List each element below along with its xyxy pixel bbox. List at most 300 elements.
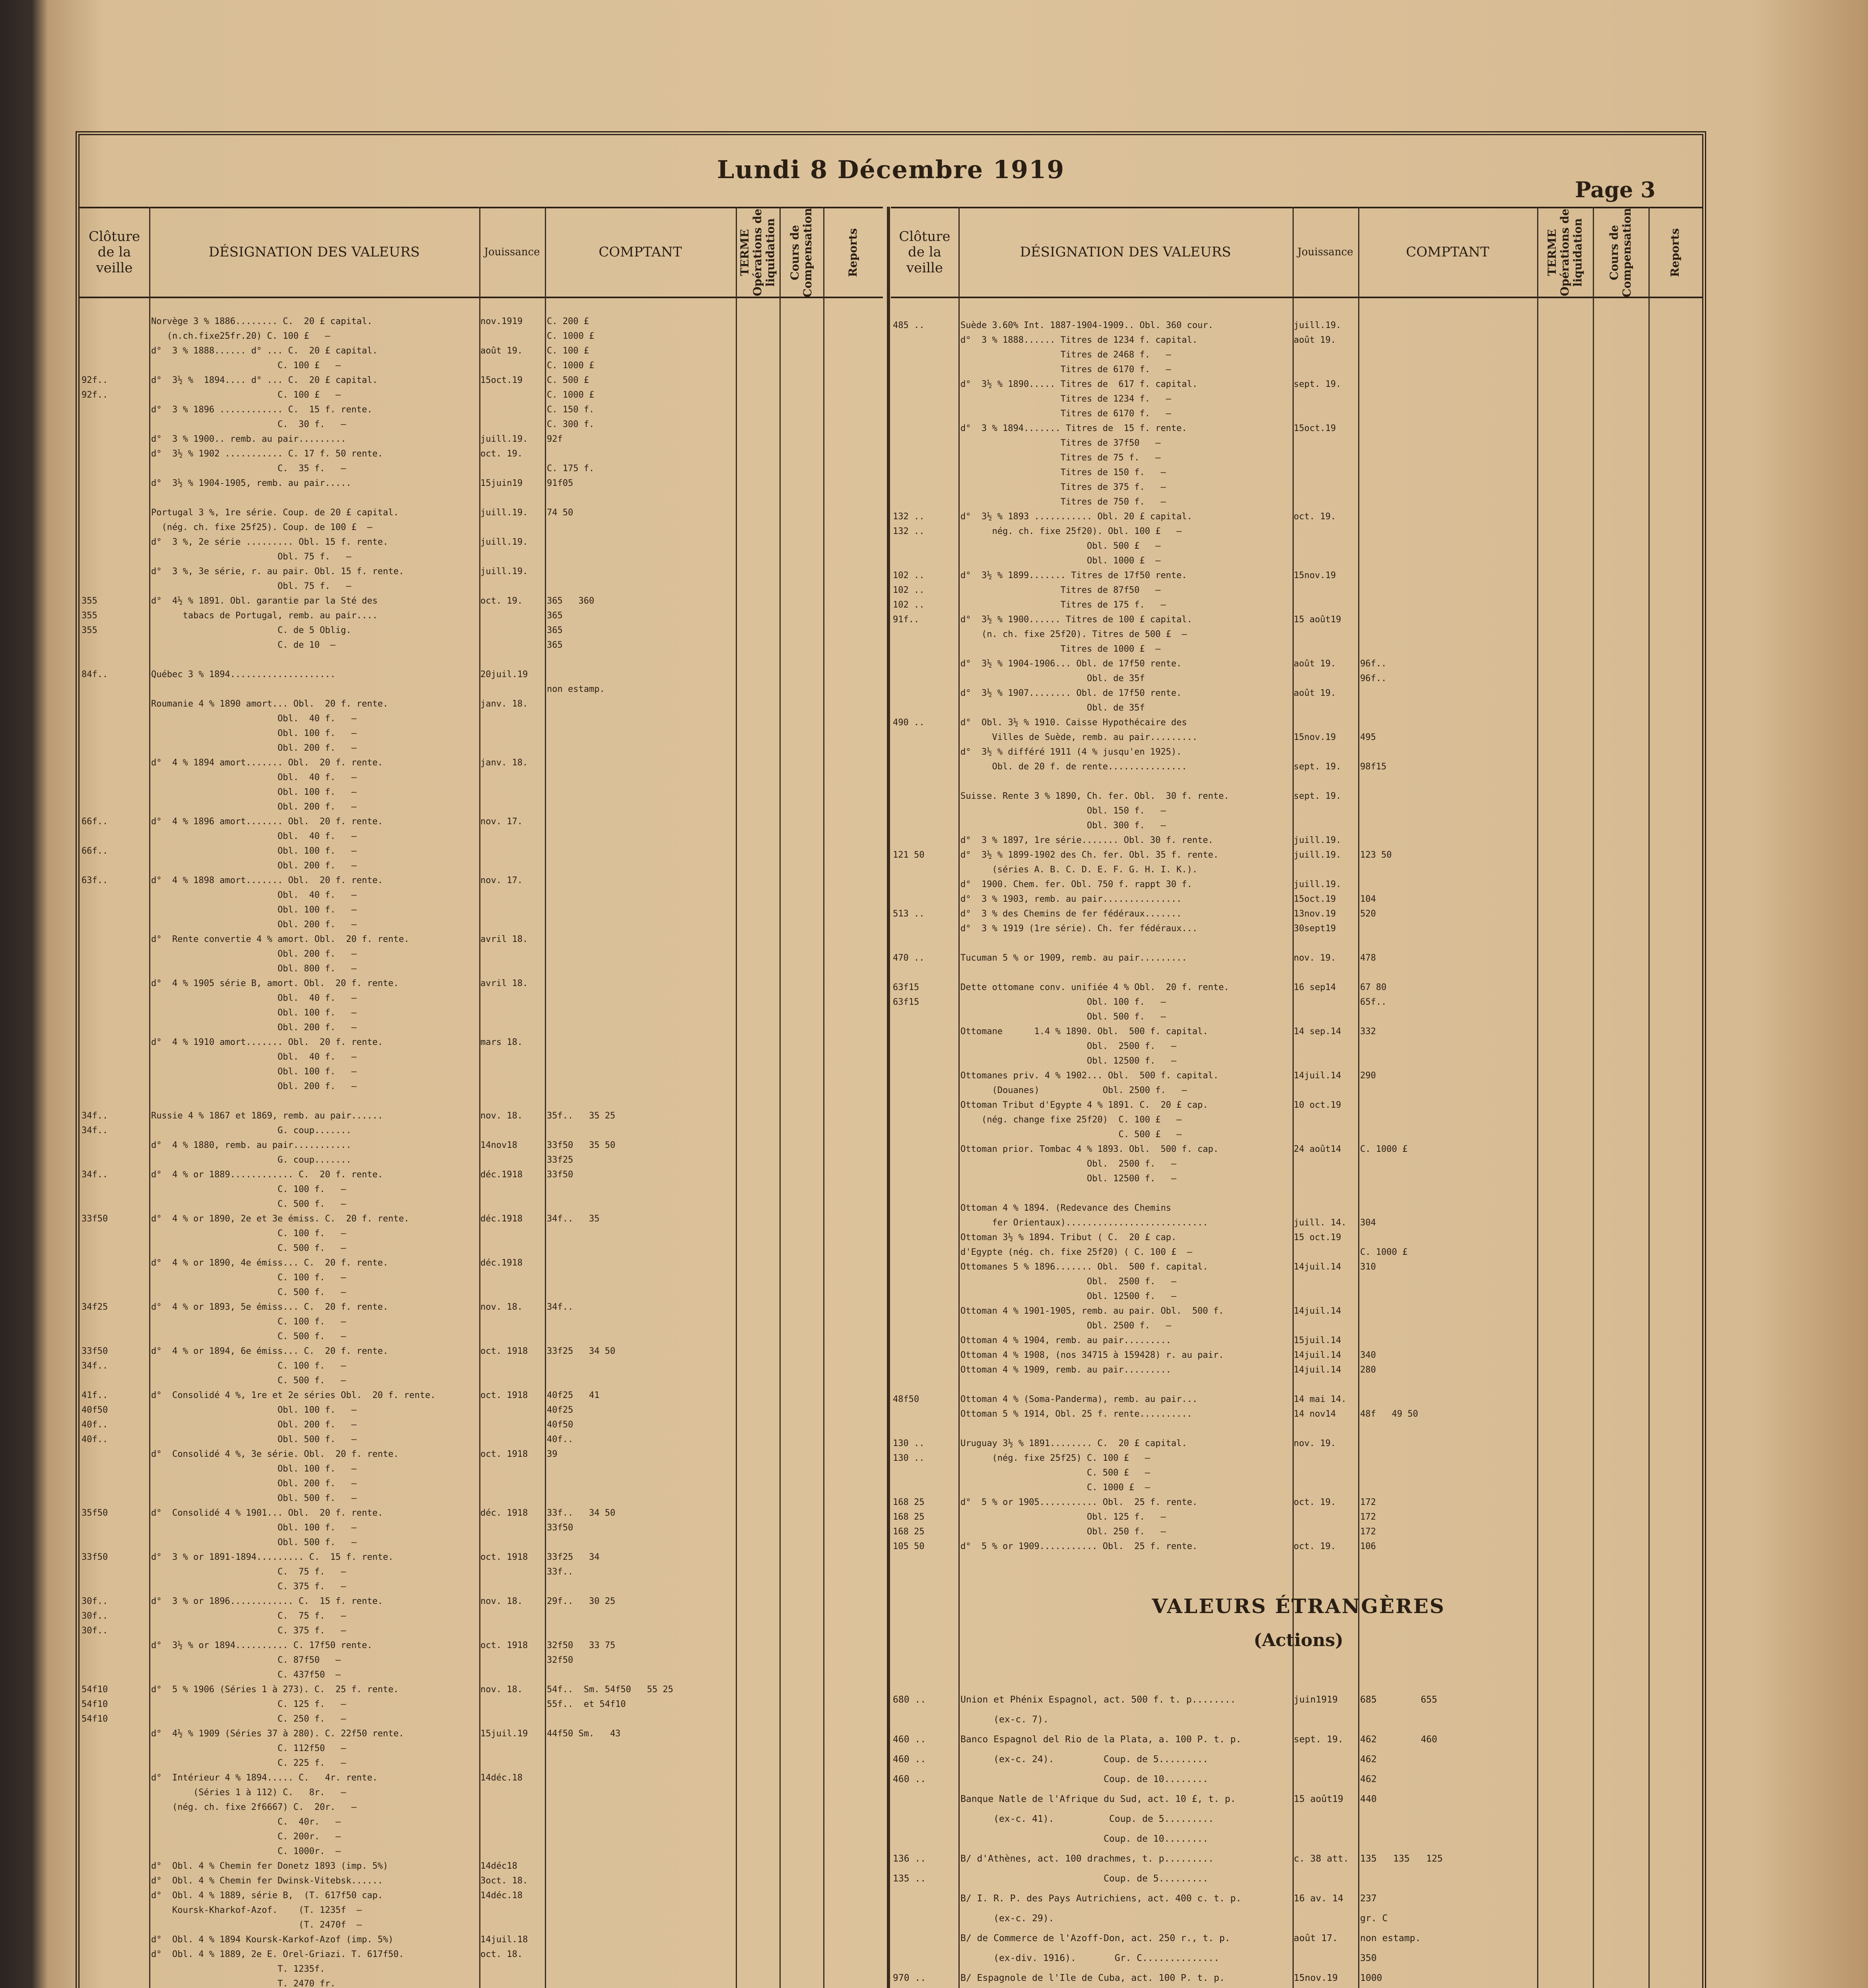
- designation-cell: d° 3 % 1897, 1re série....... Obl. 30 f. rente.: [960, 835, 1213, 845]
- comptant-cell: gr. C: [1360, 1913, 1388, 1924]
- comptant-cell: 33f25: [547, 1155, 573, 1165]
- designation-cell: B/ de Commerce de l'Azoff-Don, act. 250 r., t. p.: [960, 1933, 1230, 1943]
- jouissance-cell: oct. 19.: [1294, 1541, 1336, 1551]
- jouissance-cell: août 17.: [1294, 1933, 1338, 1943]
- designation-cell: d° Obl. 3½ % 1910. Caisse Hypothécaire des: [960, 718, 1187, 728]
- jouissance-cell: nov. 19.: [1294, 953, 1336, 963]
- cloture-cell: 41f..: [82, 1390, 108, 1400]
- cloture-cell: 132 ..: [893, 526, 925, 536]
- designation-cell: d° 4 % or 1894, 6e émiss... C. 20 f. rente.: [151, 1346, 389, 1356]
- cloture-cell: 105 50: [893, 1541, 925, 1551]
- comptant-cell: C. 1000 £: [1360, 1144, 1408, 1154]
- designation-cell: d° 3½ % différé 1911 (4 % jusqu'en 1925).: [960, 747, 1182, 757]
- cloture-cell: 30f..: [82, 1626, 108, 1636]
- jouissance-cell: 15juin19: [480, 478, 523, 488]
- column-rule: [149, 207, 150, 1988]
- jouissance-cell: déc. 1918: [480, 1508, 528, 1518]
- comptant-cell: 67 80: [1360, 982, 1387, 992]
- jouissance-cell: nov. 17.: [480, 876, 523, 885]
- designation-cell: Portugal 3 %, 1re série. Coup. de 20 £ capital.: [151, 508, 399, 518]
- cloture-cell: 91f..: [893, 615, 919, 625]
- comptant-cell: 365 360: [547, 596, 595, 606]
- comptant-cell: 44f50 Sm. 43: [547, 1729, 621, 1739]
- jouissance-cell: 14déc.18: [480, 1773, 523, 1783]
- comptant-cell: 39: [547, 1449, 558, 1459]
- header-reports-right-text: Reports: [1668, 228, 1682, 277]
- jouissance-cell: nov. 18.: [480, 1302, 523, 1312]
- comptant-cell: C. 1000 £: [547, 361, 595, 371]
- jouissance-cell: 15nov.19: [1294, 1973, 1338, 1983]
- comptant-cell: 462: [1360, 1774, 1377, 1784]
- jouissance-cell: 10 oct.19: [1294, 1100, 1341, 1110]
- jouissance-cell: oct. 1918: [480, 1552, 528, 1562]
- cloture-cell: 355: [82, 596, 97, 606]
- designation-cell: d° Consolidé 4 %, 1re et 2e séries Obl. 20 f. rente.: [151, 1390, 436, 1400]
- cloture-cell: 34f25: [82, 1302, 108, 1312]
- designation-cell: Union et Phénix Espagnol, act. 500 f. t. p........: [960, 1695, 1236, 1705]
- designation-cell: C. 100 f. —: [151, 1317, 346, 1327]
- designation-cell: C. 35 f. —: [151, 464, 346, 474]
- designation-cell: Ottoman prior. Tombac 4 % 1893. Obl. 500 f. cap.: [960, 1144, 1219, 1154]
- comptant-cell: 365: [547, 611, 563, 621]
- comptant-cell: C. 1000 £: [547, 390, 595, 400]
- header-compensation-right: [1593, 207, 1648, 298]
- designation-cell: C. 375 f. —: [151, 1582, 346, 1592]
- designation-cell: Obl. 100 f. —: [151, 1405, 357, 1415]
- jouissance-cell: 20juil.19: [480, 670, 528, 679]
- comptant-cell: 33f.. 34 50: [547, 1508, 616, 1518]
- column-rule: [479, 207, 480, 1988]
- comptant-cell: 365: [547, 640, 563, 650]
- designation-cell: (nég. ch. fixe 25f25). Coup. de 100 £ —: [151, 522, 373, 532]
- cloture-cell: 136 ..: [893, 1854, 926, 1864]
- jouissance-cell: 15oct.19: [480, 375, 523, 385]
- jouissance-cell: 15nov.19: [1294, 571, 1336, 580]
- cloture-cell: 66f..: [82, 817, 108, 827]
- jouissance-cell: 14nov18: [480, 1140, 517, 1150]
- designation-cell: d° 4 % 1898 amort....... Obl. 20 f. rente.: [151, 876, 383, 885]
- designation-cell: d° 3 % or 1896............ C. 15 f. rente.: [151, 1596, 383, 1606]
- comptant-cell: 172: [1360, 1497, 1376, 1507]
- designation-cell: C. 75 f. —: [151, 1611, 346, 1621]
- cloture-cell: 485 ..: [893, 320, 925, 330]
- designation-cell: (Douanes) Obl. 2500 f. —: [960, 1085, 1187, 1095]
- designation-cell: Obl. 12500 f. —: [960, 1056, 1177, 1066]
- designation-cell: d° 3 % 1919 (1re série). Ch. fer fédéraux...: [960, 924, 1198, 934]
- designation-cell: C. 75 f. —: [151, 1567, 346, 1577]
- cloture-cell: 460 ..: [893, 1754, 926, 1765]
- comptant-cell: 65f..: [1360, 997, 1387, 1007]
- cloture-cell: 355: [82, 625, 97, 635]
- designation-cell: Roumanie 4 % 1890 amort... Obl. 20 f. rente.: [151, 699, 389, 709]
- header-compensation-left-text: Cours de Compensation: [788, 208, 814, 297]
- comptant-cell: 280: [1360, 1365, 1376, 1375]
- jouissance-cell: août 19.: [480, 346, 523, 356]
- jouissance-cell: nov. 18.: [480, 1111, 523, 1121]
- designation-cell: Obl. 300 f. —: [960, 821, 1166, 831]
- designation-cell: Banco Espagnol del Rio de la Plata, a. 100 P. t. p.: [960, 1734, 1242, 1745]
- designation-cell: Obl. 200 f. —: [151, 1420, 357, 1430]
- comptant-cell: 40f50: [547, 1420, 573, 1430]
- comptant-cell: 310: [1360, 1262, 1376, 1272]
- designation-cell: Obl. 100 f. —: [151, 1008, 357, 1018]
- cloture-cell: 460 ..: [893, 1734, 926, 1745]
- designation-cell: Obl. 100 f. —: [960, 997, 1166, 1007]
- comptant-cell: 462: [1360, 1754, 1377, 1765]
- designation-cell: d° 3½ % 1902 ........... C. 17 f. 50 rente.: [151, 449, 383, 459]
- page-date: Lundi 8 Décembre 1919: [717, 155, 1065, 184]
- jouissance-cell: 3oct. 18.: [480, 1876, 528, 1886]
- designation-cell: C. 225 f. —: [151, 1758, 346, 1768]
- designation-cell: d° Obl. 4 % 1889, série B, (T. 617f50 cap.: [151, 1891, 383, 1901]
- jouissance-cell: sept. 19.: [1294, 791, 1341, 801]
- designation-cell: d° 3 % 1888...... Titres de 1234 f. capital.: [960, 335, 1198, 345]
- designation-cell: Titres de 2468 f. —: [960, 350, 1171, 360]
- header-comptant-right: COMPTANT: [1358, 207, 1537, 298]
- jouissance-cell: nov. 18.: [480, 1596, 523, 1606]
- header-cloture-left: Clôture de la veille: [80, 207, 149, 298]
- comptant-cell: 32f50: [547, 1655, 573, 1665]
- cloture-cell: 35f50: [82, 1508, 108, 1518]
- designation-cell: d° 3 % 1903, remb. au pair...............: [960, 894, 1182, 904]
- designation-cell: (ex-c. 7).: [960, 1714, 1049, 1725]
- page-number: Page 3: [1575, 177, 1656, 202]
- designation-cell: G. coup.......: [151, 1126, 352, 1136]
- designation-cell: (séries A. B. C. D. E. F. G. H. I. K.).: [960, 865, 1198, 875]
- jouissance-cell: août 19.: [1294, 688, 1336, 698]
- designation-cell: d° 3 % or 1891-1894......... C. 15 f. rente.: [151, 1552, 394, 1562]
- comptant-cell: 237: [1360, 1893, 1377, 1904]
- designation-cell: d° 4 % or 1889............ C. 20 f. rente.: [151, 1170, 383, 1180]
- header-terme-right: [1537, 207, 1593, 298]
- comptant-cell: 104: [1360, 894, 1376, 904]
- comptant-cell: 350: [1360, 1953, 1377, 1963]
- designation-cell: Banque Natle de l'Afrique du Sud, act. 10 £, t. p.: [960, 1794, 1236, 1804]
- designation-cell: G. coup.......: [151, 1155, 352, 1165]
- jouissance-cell: oct. 1918: [480, 1640, 528, 1650]
- designation-cell: Obl. 200 f. —: [151, 802, 357, 812]
- designation-cell: B/ d'Athènes, act. 100 drachmes, t. p.........: [960, 1854, 1214, 1864]
- jouissance-cell: 15juil.19: [480, 1729, 528, 1739]
- cloture-cell: 40f..: [82, 1435, 108, 1444]
- designation-cell: Obl. 1000 £ —: [960, 556, 1161, 566]
- jouissance-cell: avril 18.: [480, 934, 528, 944]
- comptant-cell: 172: [1360, 1512, 1376, 1522]
- designation-cell: Obl. 100 f. —: [151, 905, 357, 915]
- comptant-cell: 33f25 34: [547, 1552, 600, 1562]
- jouissance-cell: juill.19.: [480, 508, 528, 518]
- designation-cell: Obl. 100 f. —: [151, 846, 357, 856]
- column-rule: [1648, 207, 1650, 1988]
- designation-cell: (ex-c. 24). Coup. de 5.........: [960, 1754, 1209, 1765]
- comptant-cell: 495: [1360, 732, 1376, 742]
- comptant-cell: 520: [1360, 909, 1376, 919]
- designation-cell: d° 3½ % 1900...... Titres de 100 £ capital.: [960, 615, 1192, 625]
- designation-cell: d° 3½ % 1907........ Obl. de 17f50 rente.: [960, 688, 1182, 698]
- jouissance-cell: déc.1918: [480, 1214, 523, 1224]
- header-cloture-right: Clôture de la veille: [891, 207, 958, 298]
- designation-cell: C. 500 £ —: [960, 1130, 1182, 1140]
- designation-cell: C. 87f50 —: [151, 1655, 341, 1665]
- designation-cell: C. 500 f. —: [151, 1376, 346, 1386]
- designation-cell: C. 100 £ —: [151, 390, 341, 400]
- header-jouissance-right: Jouissance: [1293, 207, 1358, 298]
- comptant-cell: 1000: [1360, 1973, 1382, 1983]
- designation-cell: Ottomane 1.4 % 1890. Obl. 500 f. capital.: [960, 1027, 1208, 1037]
- jouissance-cell: 14juil.14: [1294, 1306, 1341, 1316]
- cloture-cell: 54f10: [82, 1714, 108, 1724]
- cloture-cell: 513 ..: [893, 909, 925, 919]
- comptant-cell: 55f.. et 54f10: [547, 1699, 626, 1709]
- comptant-cell: 96f..: [1360, 659, 1387, 669]
- cloture-cell: 30f..: [82, 1596, 108, 1606]
- designation-cell: d° 4 % 1910 amort....... Obl. 20 f. rente.: [151, 1037, 383, 1047]
- jouissance-cell: nov.1919: [480, 316, 523, 326]
- designation-cell: (nég. ch. fixe 2f6667) C. 20r. —: [151, 1802, 357, 1812]
- designation-cell: d° Obl. 4 % 1889, 2e E. Orel-Griazi. T. 617f50.: [151, 1949, 404, 1959]
- cloture-cell: 355: [82, 611, 97, 621]
- jouissance-cell: août 19.: [1294, 659, 1336, 669]
- comptant-cell: 29f.. 30 25: [547, 1596, 616, 1606]
- designation-cell: tabacs de Portugal, remb. au pair....: [151, 611, 378, 621]
- designation-cell: nég. ch. fixe 25f20). Obl. 100 £ —: [960, 526, 1182, 536]
- comptant-cell: 33f..: [547, 1567, 573, 1577]
- cloture-cell: 121 50: [893, 850, 925, 860]
- jouissance-cell: oct. 18.: [480, 1949, 523, 1959]
- designation-cell: C. 375 f. —: [151, 1626, 346, 1636]
- jouissance-cell: oct. 19.: [1294, 1497, 1336, 1507]
- designation-cell: d° 4 % or 1890, 2e et 3e émiss. C. 20 f. rente.: [151, 1214, 410, 1224]
- cloture-cell: 92f..: [82, 375, 108, 385]
- jouissance-cell: 14 sep.14: [1294, 1027, 1341, 1037]
- comptant-cell: C. 1000 £: [547, 331, 595, 341]
- designation-cell: Obl. 40 f. —: [151, 993, 357, 1003]
- comptant-cell: 40f25 41: [547, 1390, 600, 1400]
- designation-cell: C. 100 f. —: [151, 1273, 346, 1283]
- comptant-cell: 92f: [547, 434, 563, 444]
- designation-cell: d° 3 % 1896 ............ C. 15 f. rente.: [151, 405, 373, 415]
- comptant-cell: 34f.. 35: [547, 1214, 600, 1224]
- comptant-cell: non estamp.: [1360, 1933, 1421, 1943]
- designation-cell: Ottoman 4 % 1908, (nos 34715 à 159428) r. au pair.: [960, 1350, 1224, 1360]
- comptant-cell: C. 175 f.: [547, 464, 595, 474]
- designation-cell: C. 100 £ —: [151, 361, 341, 371]
- designation-cell: Obl. de 20 f. de rente...............: [960, 762, 1187, 772]
- comptant-cell: C. 500 £: [547, 375, 589, 385]
- designation-cell: d° 3½ % 1904-1905, remb. au pair.....: [151, 478, 352, 488]
- designation-cell: Obl. 100 f. —: [151, 1523, 357, 1533]
- designation-cell: Tucuman 5 % or 1909, remb. au pair.........: [960, 953, 1187, 963]
- designation-cell: C. 1000r. —: [151, 1846, 341, 1856]
- jouissance-cell: nov. 18.: [480, 1685, 523, 1695]
- designation-cell: Obl. 100 f. —: [151, 1067, 357, 1077]
- comptant-cell: 462 460: [1360, 1734, 1437, 1745]
- designation-cell: Dette ottomane conv. unifiée 4 % Obl. 20 f. rente.: [960, 982, 1229, 992]
- designation-cell: C. 200r. —: [151, 1832, 341, 1842]
- designation-cell: Titres de 1000 £ —: [960, 644, 1161, 654]
- designation-cell: C. 100 f. —: [151, 1361, 346, 1371]
- designation-cell: (nég. change fixe 25f20) C. 100 £ —: [960, 1115, 1182, 1125]
- designation-cell: Obl. de 35f: [960, 703, 1145, 713]
- designation-cell: Titres de 750 f. —: [960, 497, 1166, 507]
- comptant-cell: 135 135 125: [1360, 1854, 1443, 1864]
- header-reports-left: [823, 207, 883, 298]
- jouissance-cell: 14déc.18: [480, 1891, 523, 1901]
- designation-cell: C. 500 f. —: [151, 1287, 346, 1297]
- jouissance-cell: nov. 19.: [1294, 1439, 1336, 1448]
- designation-cell: d° Rente convertie 4 % amort. Obl. 20 f. rente.: [151, 934, 410, 944]
- designation-cell: d° 5 % or 1909........... Obl. 25 f. rente.: [960, 1541, 1198, 1551]
- designation-cell: d° 3½ % or 1894.......... C. 17f50 rente.: [151, 1640, 373, 1650]
- jouissance-cell: 24 août14: [1294, 1144, 1341, 1154]
- jouissance-cell: juill.19.: [1294, 320, 1341, 330]
- cloture-cell: 168 25: [893, 1497, 925, 1507]
- jouissance-cell: janv. 18.: [480, 758, 528, 768]
- comptant-cell: 440: [1360, 1794, 1377, 1804]
- comptant-cell: C. 100 £: [547, 346, 589, 356]
- designation-cell: Obl. 800 f. —: [151, 964, 357, 974]
- designation-cell: d° Consolidé 4 %, 3e série. Obl. 20 f. rente.: [151, 1449, 399, 1459]
- designation-cell: d° 3½ % 1899-1902 des Ch. fer. Obl. 35 f. rente.: [960, 850, 1219, 860]
- designation-cell: Obl. 75 f. —: [151, 581, 352, 591]
- designation-cell: B/ I. R. P. des Pays Autrichiens, act. 400 c. t. p.: [960, 1893, 1242, 1904]
- jouissance-cell: 14juil.14: [1294, 1262, 1341, 1272]
- designation-cell: d° 4 % 1896 amort....... Obl. 20 f. rente.: [151, 817, 383, 827]
- designation-cell: Obl. 40 f. —: [151, 714, 357, 724]
- designation-cell: Villes de Suède, remb. au pair.........: [960, 732, 1198, 742]
- designation-cell: C. 30 f. —: [151, 419, 346, 429]
- cloture-cell: 34f..: [82, 1126, 108, 1136]
- designation-cell: Ottomanes priv. 4 % 1902... Obl. 500 f. capital.: [960, 1071, 1219, 1081]
- comptant-cell: 35f.. 35 25: [547, 1111, 616, 1121]
- designation-cell: Obl. 200 f. —: [151, 949, 357, 959]
- comptant-cell: 33f25 34 50: [547, 1346, 616, 1356]
- comptant-cell: 48f 49 50: [1360, 1409, 1418, 1419]
- column-rule: [1537, 207, 1538, 1988]
- jouissance-cell: 15 août19: [1294, 615, 1341, 625]
- center-rule: [887, 207, 890, 1988]
- designation-cell: C. de 10 —: [151, 640, 336, 650]
- designation-cell: d° 3 %, 3e série, r. au pair. Obl. 15 f. rente.: [151, 567, 404, 577]
- jouissance-cell: juin1919: [1294, 1695, 1338, 1705]
- comptant-cell: 33f50 35 50: [547, 1140, 616, 1150]
- cloture-cell: 130 ..: [893, 1439, 925, 1448]
- comptant-cell: 340: [1360, 1350, 1376, 1360]
- designation-cell: d° Consolidé 4 % 1901... Obl. 20 f. rente.: [151, 1508, 383, 1518]
- jouissance-cell: 14déc18: [480, 1861, 517, 1871]
- designation-cell: Titres de 150 f. —: [960, 468, 1166, 478]
- header-designation-right: DÉSIGNATION DES VALEURS: [958, 207, 1293, 298]
- comptant-cell: 98f15: [1360, 762, 1387, 772]
- comptant-cell: C. 150 f.: [547, 405, 595, 415]
- column-rule: [1358, 207, 1359, 1988]
- designation-cell: d° 3½ % 1893 ........... Obl. 20 £ capital.: [960, 512, 1192, 522]
- designation-cell: d° 4 % 1894 amort....... Obl. 20 f. rente.: [151, 758, 383, 768]
- designation-cell: C. 500 £ —: [960, 1468, 1150, 1478]
- cloture-cell: 40f50: [82, 1405, 108, 1415]
- designation-cell: Titres de 37f50 —: [960, 438, 1161, 448]
- jouissance-cell: 15 oct.19: [1294, 1233, 1341, 1242]
- comptant-cell: 106: [1360, 1541, 1376, 1551]
- comptant-cell: C. 1000 £: [1360, 1247, 1408, 1257]
- jouissance-cell: avril 18.: [480, 978, 528, 988]
- designation-cell: Obl. 200 f. —: [151, 1479, 357, 1489]
- jouissance-cell: 15nov.19: [1294, 732, 1336, 742]
- designation-cell: fer Orientaux)...........................: [960, 1218, 1208, 1228]
- designation-cell: Coup. de 10........: [960, 1774, 1209, 1784]
- jouissance-cell: juill.19.: [480, 537, 528, 547]
- designation-cell: d° Intérieur 4 % 1894..... C. 4r. rente.: [151, 1773, 378, 1783]
- header-reports-left-text: Reports: [846, 228, 859, 277]
- cloture-cell: 63f..: [82, 876, 108, 885]
- cloture-cell: 470 ..: [893, 953, 925, 963]
- jouissance-cell: 16 av. 14: [1294, 1893, 1343, 1904]
- designation-cell: Obl. 200 f. —: [151, 1023, 357, 1033]
- jouissance-cell: oct. 1918: [480, 1346, 528, 1356]
- designation-cell: Obl. 2500 f. —: [960, 1041, 1177, 1051]
- cloture-cell: 102 ..: [893, 571, 925, 580]
- header-compensation-right-text: Cours de Compensation: [1607, 208, 1633, 297]
- designation-cell: C. 112f50 —: [151, 1743, 346, 1753]
- jouissance-cell: 14juil.18: [480, 1935, 528, 1945]
- cloture-cell: 680 ..: [893, 1695, 926, 1705]
- designation-cell: Russie 4 % 1867 et 1869, remb. au pair......: [151, 1111, 383, 1121]
- jouissance-cell: 14 nov14: [1294, 1409, 1336, 1419]
- cloture-cell: 130 ..: [893, 1453, 925, 1463]
- jouissance-cell: 14juil.14: [1294, 1350, 1341, 1360]
- comptant-cell: C. 300 f.: [547, 419, 595, 429]
- cloture-cell: 92f..: [82, 390, 108, 400]
- cloture-cell: 135 ..: [893, 1873, 926, 1884]
- jouissance-cell: oct. 1918: [480, 1449, 528, 1459]
- jouissance-cell: 16 sep14: [1294, 982, 1336, 992]
- designation-cell: Obl. 40 f. —: [151, 773, 357, 782]
- jouissance-cell: 14juil.14: [1294, 1365, 1341, 1375]
- designation-cell: Obl. 500 f. —: [151, 1493, 357, 1503]
- cloture-cell: 30f..: [82, 1611, 108, 1621]
- designation-cell: Obl. 40 f. —: [151, 831, 357, 841]
- designation-cell: Titres de 6170 f. —: [960, 365, 1171, 375]
- designation-cell: d° 3½ % 1894.... d° ... C. 20 £ capital.: [151, 375, 378, 385]
- designation-cell: B/ Espagnole de l'Ile de Cuba, act. 100 P. t. p.: [960, 1973, 1225, 1983]
- designation-cell: C. 1000 £ —: [960, 1483, 1150, 1493]
- designation-cell: (Séries 1 à 112) C. 8r. —: [151, 1788, 346, 1798]
- cloture-cell: 34f..: [82, 1111, 108, 1121]
- designation-cell: C. 125 f. —: [151, 1699, 346, 1709]
- designation-cell: (n. ch. fixe 25f20). Titres de 500 £ —: [960, 629, 1187, 639]
- designation-cell: T. 1235f.: [151, 1964, 325, 1974]
- designation-cell: d° 5 % or 1905........... Obl. 25 f. rente.: [960, 1497, 1198, 1507]
- designation-cell: Obl. 250 f. —: [960, 1527, 1166, 1537]
- comptant-cell: 332: [1360, 1027, 1376, 1037]
- designation-cell: Obl. 40 f. —: [151, 890, 357, 900]
- comptant-cell: 685 655: [1360, 1695, 1437, 1705]
- designation-cell: d° 3½ % 1899....... Titres de 17f50 rente.: [960, 571, 1187, 580]
- designation-cell: d° 3 % 1888...... d° ... C. 20 £ capital.: [151, 346, 378, 356]
- designation-cell: d° 4 % 1905 série B, amort. Obl. 20 f. rente.: [151, 978, 399, 988]
- designation-cell: Norvège 3 % 1886........ C. 20 £ capital.: [151, 316, 373, 326]
- designation-cell: d° Obl. 4 % Chemin fer Donetz 1893 (imp. 5%): [151, 1861, 389, 1871]
- designation-cell: C. 500 f. —: [151, 1199, 346, 1209]
- header-terme-left: [736, 207, 779, 298]
- column-rule: [1593, 207, 1594, 1988]
- cloture-cell: 66f..: [82, 846, 108, 856]
- jouissance-cell: 15 août19: [1294, 1794, 1343, 1804]
- jouissance-cell: 14 mai 14.: [1294, 1394, 1347, 1404]
- designation-cell: C. 40r. —: [151, 1817, 341, 1827]
- jouissance-cell: 15juil.14: [1294, 1336, 1341, 1345]
- comptant-cell: 74 50: [547, 508, 573, 518]
